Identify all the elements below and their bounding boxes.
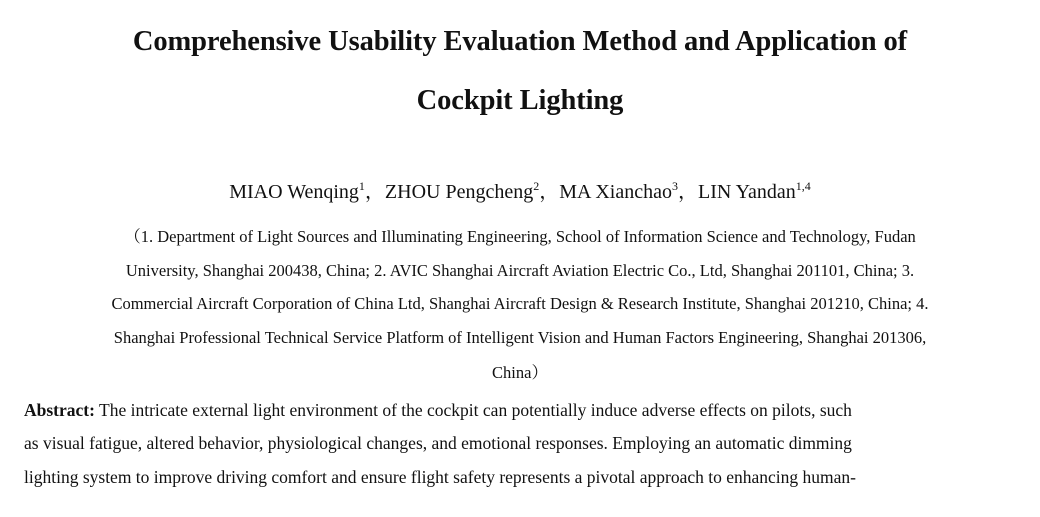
author-affiliation-mark: 1,4 [795,179,811,193]
author-name: MA Xianchao [559,181,672,203]
abstract-line: lighting system to improve driving comfort and ensure flight safety represents a pivotal approach to enhancing human- [24,467,857,487]
affiliation-line: Shanghai Professional Technical Service Platform of Intelligent Vision and Human Factors Engineering, Shanghai 201306, [113,328,927,347]
affiliation-line: （1. Department of Light Sources and Illuminating Engineering, School of Information Science and Technology, Fudan [124,227,916,246]
paper-title-line-1: Comprehensive Usability Evaluation Method and Application of [132,26,908,57]
author-separator: ， [539,181,560,203]
abstract-text: The intricate external light environment of the cockpit can potentially induce adverse effects on pilots, such [99,400,852,420]
author-separator: ， [677,181,698,203]
paper-title-line-2: Cockpit Lighting [416,85,624,116]
abstract-line: as visual fatigue, altered behavior, physiological changes, and emotional responses. Employing an automatic dimming [24,433,852,453]
author-name: LIN Yandan [697,181,796,203]
author-name: MIAO Wenqing [229,181,359,203]
author-separator: ， [364,181,385,203]
author-affiliation-mark: 3 [671,179,678,193]
author-affiliation-mark: 2 [533,179,540,193]
affiliation-line: University, Shanghai 200438, China; 2. AVIC Shanghai Aircraft Aviation Electric Co., Ltd, Shanghai 201101, China; 3. [125,261,915,280]
abstract-line [24,399,852,421]
author-list [0,180,1040,204]
author-affiliation-mark: 1 [358,179,365,193]
affiliation-line: China） [492,363,548,382]
abstract-label: Abstract: [24,400,95,420]
affiliation-line: Commercial Aircraft Corporation of China Ltd, Shanghai Aircraft Design & Research Institute, Shanghai 201210, China; 4. [111,294,929,313]
author-name: ZHOU Pengcheng [384,181,534,203]
